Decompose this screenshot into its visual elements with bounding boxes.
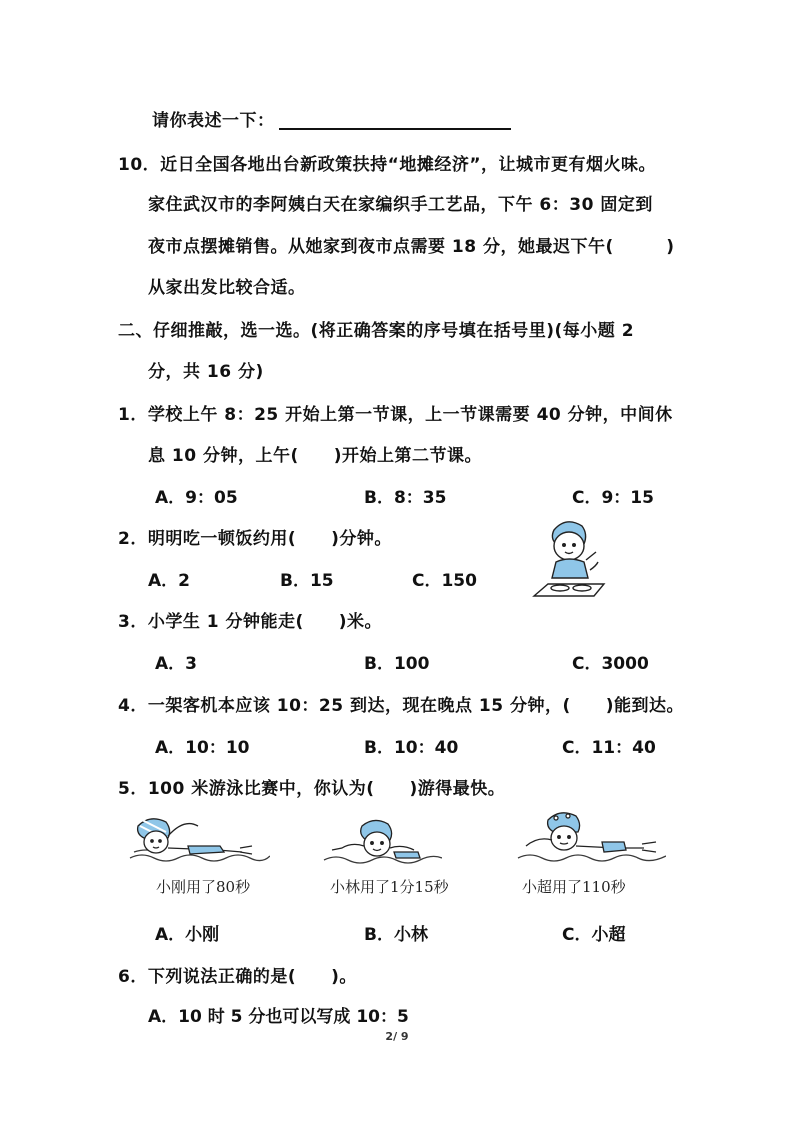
- swimmer-caption-xiaochao: 小超用了110秒: [522, 878, 626, 896]
- swimmer-caption-xiaolin: 小林用了1分15秒: [330, 878, 449, 896]
- swimmer-xiaolin-illustration: [322, 818, 442, 868]
- page-number: 2/ 9: [385, 1030, 409, 1043]
- q10-line3: 夜市点摆摊销售。从她家到夜市点需要 18 分，她最迟下午( ): [148, 237, 675, 257]
- q10-line2: 家住武汉市的李阿姨白天在家编织手工艺品，下午 6：30 固定到: [148, 195, 653, 215]
- q5-line1: 5．100 米游泳比赛中，你认为( )游得最快。: [118, 779, 506, 799]
- swimmer-caption-xiaogang: 小刚用了80秒: [156, 878, 251, 896]
- q3-option-a: A．3: [155, 654, 197, 674]
- q6-option-a: A．10 时 5 分也可以写成 10：5: [148, 1007, 409, 1027]
- q3-option-c: C．3000: [572, 654, 649, 674]
- q5-option-b: B．小林: [364, 925, 428, 945]
- q1-option-c: C．9：15: [572, 488, 654, 508]
- explain-prompt: [152, 106, 511, 131]
- boy-eating-illustration: [526, 512, 612, 598]
- q2-option-b: B．15: [280, 571, 334, 591]
- q4-option-c: C．11：40: [562, 738, 656, 758]
- explain-prompt-label: 请你表述一下：: [152, 111, 275, 131]
- swimmer-xiaogang-illustration: [128, 812, 270, 868]
- q10-line1: 10．近日全国各地出台新政策扶持“地摊经济”，让城市更有烟火味。: [118, 155, 657, 175]
- q1-option-a: A．9：05: [155, 488, 238, 508]
- q5-option-c: C．小超: [562, 925, 626, 945]
- answer-blank-line: [279, 128, 511, 130]
- q4-option-a: A．10：10: [155, 738, 250, 758]
- q4-line1: 4．一架客机本应该 10：25 到达，现在晚点 15 分钟，( )能到达。: [118, 696, 685, 716]
- swimmer-xiaochao-illustration: [516, 810, 666, 866]
- q3-line1: 3．小学生 1 分钟能走( )米。: [118, 612, 383, 632]
- q2-option-a: A．2: [148, 571, 190, 591]
- q2-option-c: C．150: [412, 571, 477, 591]
- q1-option-b: B．8：35: [364, 488, 447, 508]
- section2-heading-line2: 分，共 16 分): [148, 362, 264, 382]
- q1-line1: 1．学校上午 8：25 开始上第一节课，上一节课需要 40 分钟，中间休: [118, 405, 673, 425]
- q4-option-b: B．10：40: [364, 738, 459, 758]
- q1-line2: 息 10 分钟，上午( )开始上第二节课。: [148, 446, 483, 466]
- q5-option-a: A．小刚: [155, 925, 220, 945]
- section2-heading-line1: 二、仔细推敲，选一选。(将正确答案的序号填在括号里)(每小题 2: [118, 321, 635, 341]
- q10-line4: 从家出发比较合适。: [148, 278, 306, 298]
- q2-line1: 2．明明吃一顿饭约用( )分钟。: [118, 529, 392, 549]
- q6-line1: 6．下列说法正确的是( )。: [118, 967, 357, 987]
- q3-option-b: B．100: [364, 654, 430, 674]
